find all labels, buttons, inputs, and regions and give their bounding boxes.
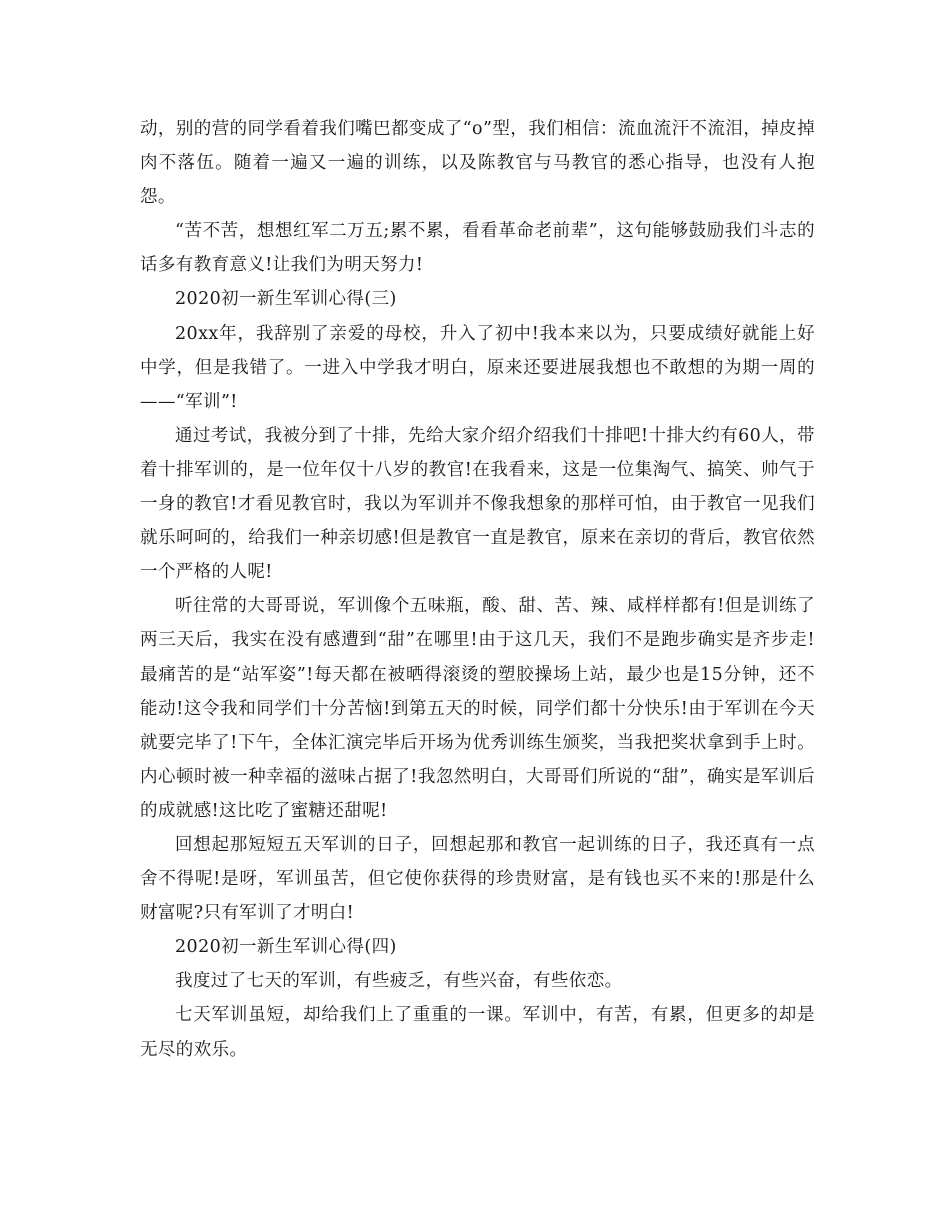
document-body [140, 112, 815, 1067]
paragraph: 回想起那短短五天军训的日子，回想起那和教官一起训练的日子，我还真有一点舍不得呢!是呀，军训虽苦，但它使你获得的珍贵财富，是有钱也买不来的!那是什么财富呢?只有军训了才明白! [140, 834, 815, 924]
paragraph-slogan: “苦不苦，想想红军二万五;累不累，看看革命老前辈”，这句能够鼓励我们斗志的话多有教育意义!让我们为明天努力! [140, 221, 815, 276]
paragraph: 20xx年，我辞别了亲爱的母校，升入了初中!我本来以为，只要成绩好就能上好中学，但是我错了。一进入中学我才明白，原来还要进展我想也不敢想的为期一周的——“军训”! [140, 323, 815, 412]
section-heading-3: 2020初一新生军训心得(三) [175, 289, 397, 310]
paragraph: 听往常的大哥哥说，军训像个五味瓶，酸、甜、苦、辣、咸样样都有!但是训练了两三天后，我实在没有感遭到“甜”在哪里!由于这几天，我们不是跑步确实是齐步走!最痛苦的是“站军姿”!每天都在被晒得滚烫的塑胶操场上站，最少也是15分钟，还不能动!这令我和同学们十分苦恼!到第五天的时候，同学们都十分快乐!由于军训在今天就要完毕了!下午，全体汇演完毕后开场为优秀训练生颁奖，当我把奖状拿到手上时。内心顿时被一种幸福的滋味占据了!我忽然明白，大哥哥们所说的“甜”，确实是军训后的成就感!这比吃了蜜糖还甜呢! [140, 596, 815, 821]
paragraph-continuation: 动，别的营的同学看着我们嘴巴都变成了“o”型，我们相信：流血流汗不流泪，掉皮掉肉不落伍。随着一遍又一遍的训练，以及陈教官与马教官的悉心指导，也没有人抱怨。 [140, 119, 815, 208]
section-heading-4: 2020初一新生军训心得(四) [175, 937, 397, 958]
paragraph: 通过考试，我被分到了十排，先给大家介绍介绍我们十排吧!十排大约有60人，带着十排军训的，是一位年仅十八岁的教官!在我看来，这是一位集淘气、搞笑、帅气于一身的教官!才看见教官时，我以为军训并不像我想象的那样可怕，由于教官一见我们就乐呵呵的，给我们一种亲切感!但是教官一直是教官，原来在亲切的背后，教官依然一个严格的人呢! [140, 425, 815, 583]
paragraph: 七天军训虽短，却给我们上了重重的一课。军训中，有苦，有累，但更多的却是无尽的欢乐。 [140, 1005, 815, 1060]
paragraph: 我度过了七天的军训，有些疲乏，有些兴奋，有些依恋。 [175, 971, 623, 992]
